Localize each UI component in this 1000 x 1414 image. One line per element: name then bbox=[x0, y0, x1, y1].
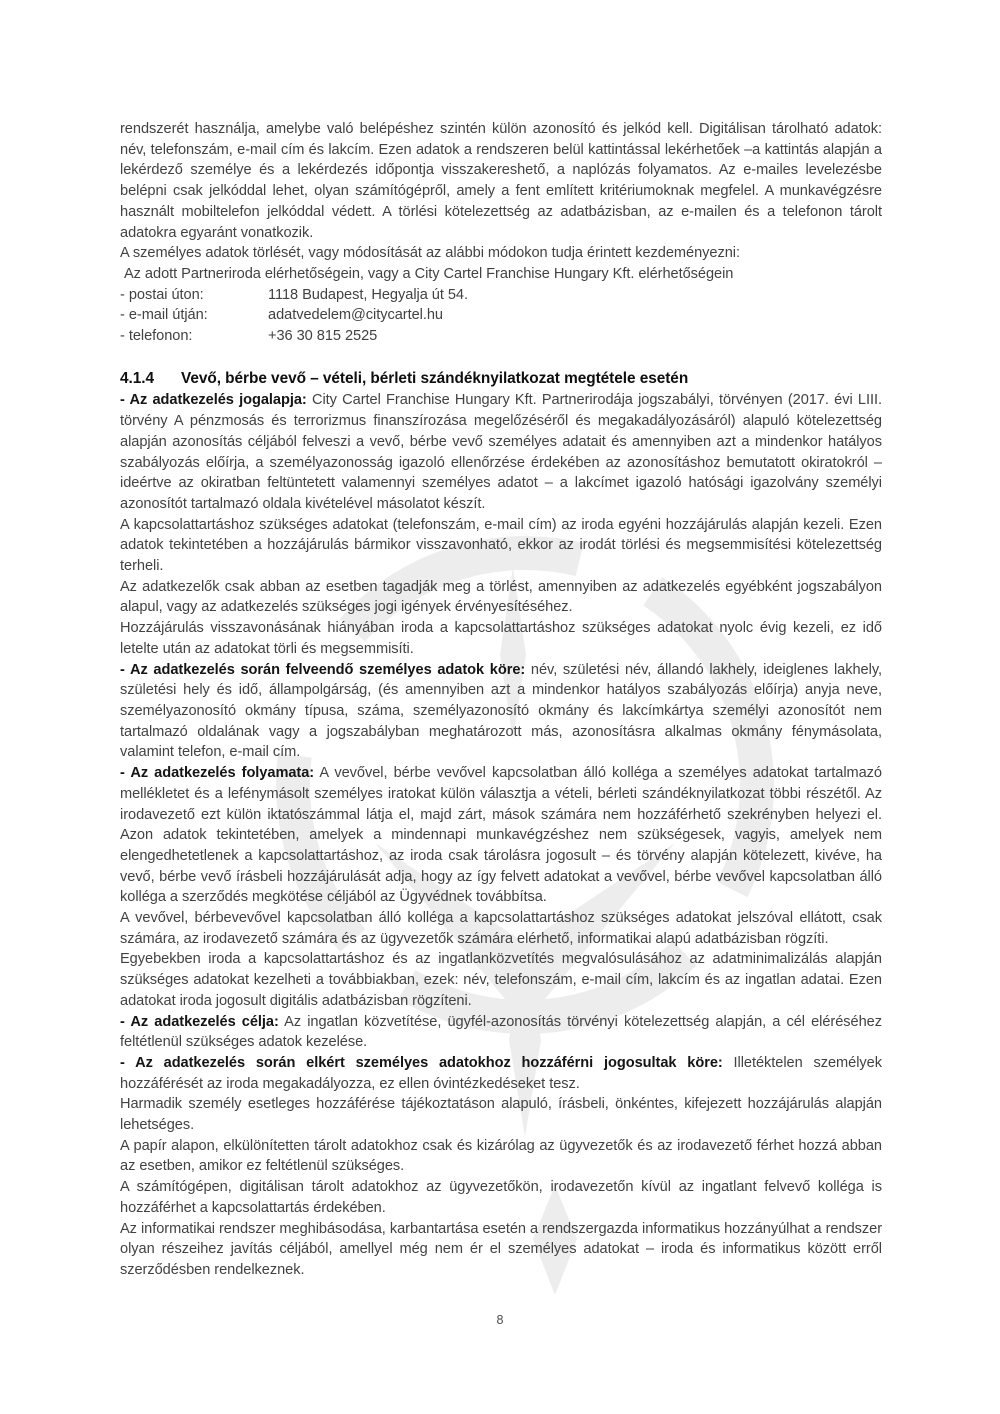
paragraph bbox=[120, 949, 882, 1011]
paragraph-text: Az adatkezelők csak abban az esetben tagadják meg a törlést, amennyiben az adatkezelés egyébként jogszabályon alapul, vagy az adatkezelés szükséges jogi igények érvényesítéséhez. bbox=[120, 578, 882, 616]
paragraph bbox=[120, 390, 882, 514]
paragraph-text: Egyebekben iroda a kapcsolattartáshoz és az ingatlanközvetítés megvalósulásához az adatminimalizálás alapján szükséges adatokat kezelheti a továbbiakban, ezek: név, telefonszám, e-mail cím, lakcím és az ingatlan adatai. Ezen adatokat iroda jogosult digitális adatbázisban rögzíteni. bbox=[120, 951, 882, 1009]
paragraph bbox=[120, 763, 882, 908]
contact-row bbox=[120, 285, 882, 306]
paragraph-text: A vevővel, bérbevevővel kapcsolatban álló kolléga a kapcsolattartáshoz szükséges adatokat jelszóval ellátott, csak számára, az irodavezető számára és az ügyvezetők számára elérhető, informatikai alapú adatbázisban rögzíti. bbox=[120, 910, 882, 947]
paragraph-text: Az ingatlan közvetítése, ügyfél-azonosítás törvényi kötelezettség alapján, a cél eléréséhez feltétlenül szükséges adatok kezelése. bbox=[120, 1013, 882, 1051]
document-body bbox=[120, 119, 882, 1281]
paragraph bbox=[120, 1177, 882, 1218]
paragraph-text: City Cartel Franchise Hungary Kft. Partnerirodája jogszabályi, törvényen (2017. évi LIII. törvény A pénzmosás és terrorizmus finanszírozása megelőzéséről és megakadályozásáról) alapuló kötelezettség alapján azonosítás céljából felveszi a vevő, bérbe vevő személyes adatait és amennyiben azt a mindenkor hatályos szabályozás előírja, a személyazonosság igazoló ellenőrzése érdekében az azonosításhoz bemutatott okiratokról – ideértve az okiratban feltüntetett valamennyi személyes adatot – a lakcímet igazoló hatósági igazolvány személyi azonosítót tartalmazó oldala kivételével másolatot készít. bbox=[120, 392, 882, 512]
paragraph-text: A papír alapon, elkülönítetten tárolt adatokhoz csak és kizárólag az ügyvezetők és az irodavezető férhet hozzá abban az esetben, amikor ez feltétlenül szükséges. bbox=[120, 1137, 882, 1175]
section-number: 4.1.4 bbox=[120, 369, 154, 387]
paragraph-bold-lead: - Az adatkezelés során elkért személyes adatokhoz hozzáférni jogosultak köre: bbox=[120, 1054, 723, 1071]
contact-label: - telefonon: bbox=[120, 328, 193, 345]
paragraph bbox=[120, 660, 882, 764]
paragraph-text: név, születési név, állandó lakhely, ideiglenes lakhely, születési hely és idő, állampolgárság, (és amennyiben azt a mindenkor hatályos szabályozás előírja) anyja neve, személyazonosító okmány típusa, száma, személyazonosító okmány és lakcímkártya személyi azonosítót nem tartalmazó oldalának vagy a jogszabályban meghatározott más, azonosításra alkalmas okmány fénymásolata, valamint telefon, e-mail cím. bbox=[120, 661, 882, 761]
paragraph-text: Az informatikai rendszer meghibásodása, karbantartása esetén a rendszergazda informatikus hozzányúlhat a rendszer olyan részeihez javítás céljából, amellyel még nem ér el személyes adatokat – iroda és informatikus között erről szerződésben rendelkeznek. bbox=[120, 1220, 882, 1278]
paragraph bbox=[120, 1053, 882, 1094]
paragraph bbox=[120, 1219, 882, 1281]
paragraph bbox=[120, 1012, 882, 1053]
section-heading bbox=[120, 369, 882, 390]
paragraph-bold-lead: - Az adatkezelés során felveendő személyes adatok köre: bbox=[120, 661, 526, 678]
contact-label: - postai úton: bbox=[120, 286, 204, 303]
body-paragraphs bbox=[120, 390, 882, 1280]
paragraph-text: Hozzájárulás visszavonásának hiányában iroda a kapcsolattartáshoz szükséges adatokat nyolc évig kezeli, ez idő letelte után az adatokat törli és megsemmisíti. bbox=[120, 620, 882, 657]
paragraph-text: Harmadik személy esetleges hozzáférése tájékoztatáson alapuló, írásbeli, önkéntes, kifejezett hozzájárulás alapján lehetséges. bbox=[120, 1096, 882, 1134]
paragraph-contact-sub: Az adott Partneriroda elérhetőségein, vagy a City Cartel Franchise Hungary Kft. elérhetőségein bbox=[124, 265, 734, 282]
paragraph-text: Illetéktelen személyek hozzáférését az iroda megakadályozza, ez ellen óvintézkedéseket tesz. bbox=[120, 1054, 882, 1092]
paragraph-text: A számítógépen, digitálisan tárolt adatokhoz az ügyvezetőkön, irodavezetőn kívül az ingatlant felvevő kolléga is hozzáférhet a kapcsolattartás érdekében. bbox=[120, 1179, 882, 1216]
paragraph bbox=[120, 618, 882, 659]
paragraph-bold-lead: - Az adatkezelés folyamata: bbox=[120, 765, 315, 782]
contact-list bbox=[120, 285, 882, 347]
paragraph bbox=[120, 1094, 882, 1135]
paragraph-bold-lead: - Az adatkezelés célja: bbox=[120, 1013, 279, 1030]
paragraph bbox=[120, 515, 882, 577]
paragraph bbox=[120, 1136, 882, 1177]
paragraph-intro: rendszerét használja, amelybe való belépéshez szintén külön azonosító és jelkód kell. Digitálisan tárolható adatok: név, telefonszám, e-mail cím és lakcím. Ezen adatok a rendszeren belül kattintással lekérhetőek –a kattintás alapján a lekérdező személye és a lekérdezés időpontja visszakereshető, a naplózás folyamatos. Az e-mailes levelezésbe belépni csak jelkóddal lehet, olyan számítógépről, amely a fent említett kritériumoknak megfelel. A munkavégzésre használt mobiltelefon jelkóddal védett. A törlési kötelezettség az adatbázisban, az e-mailen és a telefonon tárolt adatokra egyaránt vonatkozik. bbox=[120, 121, 882, 241]
page-number: 8 bbox=[496, 1313, 504, 1327]
contact-row bbox=[120, 305, 882, 326]
paragraph-text: A kapcsolattartáshoz szükséges adatokat (telefonszám, e-mail cím) az iroda egyéni hozzájárulás alapján kezeli. Ezen adatok tekintetében a hozzájárulás bármikor visszavonható, ekkor az irodát törlési és megsemmisítési kötelezettség terheli. bbox=[120, 516, 882, 575]
paragraph bbox=[120, 577, 882, 618]
paragraph bbox=[120, 908, 882, 949]
section-title: Vevő, bérbe vevő – vételi, bérleti szándéknyilatkozat megtétele esetén bbox=[180, 369, 689, 387]
paragraph-bold-lead: - Az adatkezelés jogalapja: bbox=[120, 392, 307, 409]
contact-label: - e-mail útján: bbox=[120, 307, 208, 324]
contact-value: +36 30 815 2525 bbox=[268, 328, 378, 345]
contact-value: 1118 Budapest, Hegyalja út 54. bbox=[268, 286, 468, 303]
contact-row bbox=[120, 326, 882, 347]
paragraph-text: A vevővel, bérbe vevővel kapcsolatban álló kolléga a személyes adatokat tartalmazó mellékletet és a lefénymásolt személyes iratokat külön választja a vételi, bérleti szándéknyilatkozat többi részétől. Az irodavezető ezt külön iktatószámmal látja el, majd zárt, mások számára nem hozzáférhető szekrényben helyezi el. Azon adatok tekintetében, amelyek a mindennapi munkavégzéshez nem szükségesek, vagyis, amelyek nem elengedhetetlenek a kapcsolattartáshoz, az iroda csak tárolásra jogosult – és törvény alapján kötelezett, kivéve, ha vevő, bérbe vevő írásbeli hozzájárulását adja, hogy az így felvett adatokat a vevővel, bérbe vevővel kapcsolatban álló kolléga a szerződés megkötése céljából az Ügyvédnek továbbítsa. bbox=[120, 765, 882, 906]
contact-value: adatvedelem@citycartel.hu bbox=[268, 307, 443, 324]
paragraph-contact-lead: A személyes adatok törlését, vagy módosítását az alábbi módokon tudja érintett kezdeményezni: bbox=[120, 245, 740, 262]
